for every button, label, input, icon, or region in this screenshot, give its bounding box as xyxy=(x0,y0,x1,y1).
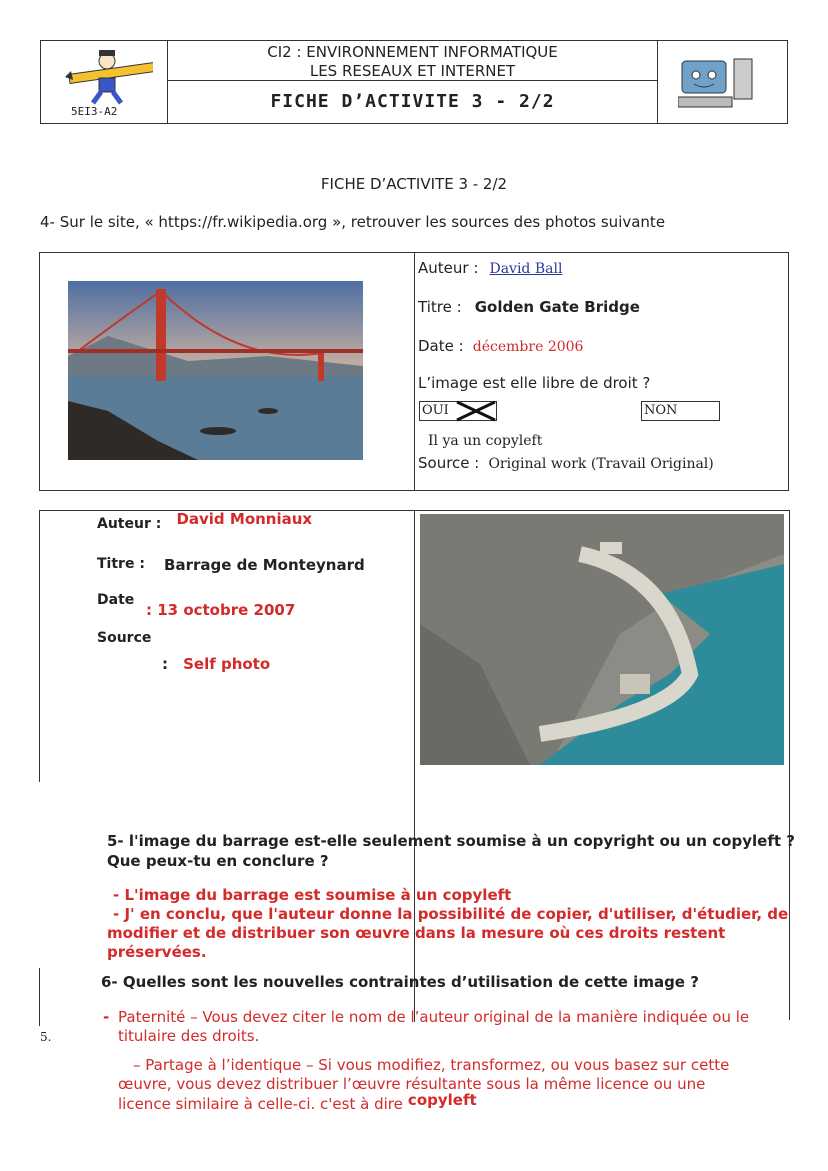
header-subject xyxy=(168,41,657,81)
margin-number: 5. xyxy=(40,1030,52,1044)
photo1-titre-row xyxy=(418,297,640,316)
pencil-mascot-icon xyxy=(63,47,153,105)
answer-6-line3: – Partage à l’identique – Si vous modifiez, transformez, ou vous basez sur cette xyxy=(133,1056,730,1074)
answer-6-line5 xyxy=(118,1091,477,1113)
header-table xyxy=(40,40,788,124)
photo1-auteur-link[interactable]: David Ball xyxy=(489,261,563,277)
photo2-auteur-row xyxy=(97,510,313,532)
photo1-date-label: Date : xyxy=(418,337,464,355)
answer-6-bullet: - xyxy=(103,1008,110,1026)
header-line1: CI2 : ENVIRONNEMENT INFORMATIQUE xyxy=(267,43,558,61)
photo2-date-value: : 13 octobre 2007 xyxy=(146,601,296,619)
photo1-auteur-row xyxy=(418,258,562,277)
photo1-source-value: Original work (Travail Original) xyxy=(488,456,714,472)
photo1-auteur-label: Auteur : xyxy=(418,259,479,277)
answer-5-line3: modifier et de distribuer son œuvre dans la mesure où ces droits restent xyxy=(107,924,726,942)
answer-5-line4: préservées. xyxy=(107,943,207,961)
answer-6-line2: titulaire des droits. xyxy=(118,1027,260,1045)
photo1-date-value: décembre 2006 xyxy=(472,339,584,355)
answer-6-copyleft: copyleft xyxy=(407,1091,477,1109)
question-5-line2: Que peux-tu en conclure ? xyxy=(107,852,329,870)
photo1-libre-question: L’image est elle libre de droit ? xyxy=(418,374,651,392)
non-checkbox[interactable] xyxy=(641,401,720,421)
question-5-line1: 5- l'image du barrage est-elle seulement soumise à un copyright ou un copyleft ? xyxy=(107,832,795,850)
photo1-divider xyxy=(414,252,415,491)
photo2-titre-label: Titre : xyxy=(97,556,145,572)
photo2-left-border xyxy=(39,510,40,782)
photo2-source-row xyxy=(162,654,270,673)
answer-6-line5-text: licence similaire à celle-ci. c'est à dire xyxy=(118,1095,403,1113)
header-line2: LES RESEAUX ET INTERNET xyxy=(309,62,516,80)
header-fiche-title: FICHE D’ACTIVITE 3 - 2/2 xyxy=(270,91,555,112)
lower-left-border xyxy=(39,968,40,1026)
question-4: 4- Sur le site, « https://fr.wikipedia.org », retrouver les sources des photos suivante xyxy=(40,213,666,231)
header-computer-cell xyxy=(657,41,787,123)
photo2-titre-value: Barrage de Monteynard xyxy=(164,556,365,574)
oui-label: OUI xyxy=(422,403,449,418)
answer-6-line1: Paternité – Vous devez citer le nom de l’auteur original de la manière indiquée ou le xyxy=(118,1008,750,1026)
photo1-source-label: Source : xyxy=(418,454,480,472)
photo2-date-label: Date xyxy=(97,592,135,608)
computer-icon xyxy=(678,55,768,113)
photo2-source-value: Self photo xyxy=(183,655,271,673)
dam-photo xyxy=(420,514,784,765)
photo2-auteur-label: Auteur : xyxy=(97,516,162,532)
photo2-titre-row xyxy=(97,553,365,572)
photo1-titre-label: Titre : xyxy=(418,298,462,316)
answer-6-line4: œuvre, vous devez distribuer l’œuvre résultante sous la même licence ou une xyxy=(118,1075,706,1093)
photo2-auteur-value: David Monniaux xyxy=(176,510,313,528)
photo2-right-border xyxy=(789,510,790,1020)
photo2-divider xyxy=(414,510,415,1022)
header-logo-cell xyxy=(41,41,168,123)
photo1-copyleft-note: Il ya un copyleft xyxy=(428,433,543,449)
answer-5-line1: - L'image du barrage est soumise à un copyleft xyxy=(113,886,512,904)
photo1-titre-value: Golden Gate Bridge xyxy=(474,298,640,316)
photo2-source-colon: : xyxy=(162,655,168,673)
cross-mark-icon xyxy=(455,400,497,422)
photo2-source-label: Source xyxy=(97,630,152,646)
golden-gate-photo xyxy=(68,281,363,460)
photo1-date-row xyxy=(418,336,583,355)
page-title: FICHE D’ACTIVITE 3 - 2/2 xyxy=(320,175,508,193)
question-6: 6- Quelles sont les nouvelles contraintes d’utilisation de cette image ? xyxy=(101,973,699,991)
non-label: NON xyxy=(644,403,678,418)
answer-5-line2: - J' en conclu, que l'auteur donne la possibilité de copier, d'utiliser, d'étudier, de xyxy=(113,905,789,923)
class-code: 5EI3-A2 xyxy=(71,105,118,118)
photo1-source-row xyxy=(418,453,714,472)
